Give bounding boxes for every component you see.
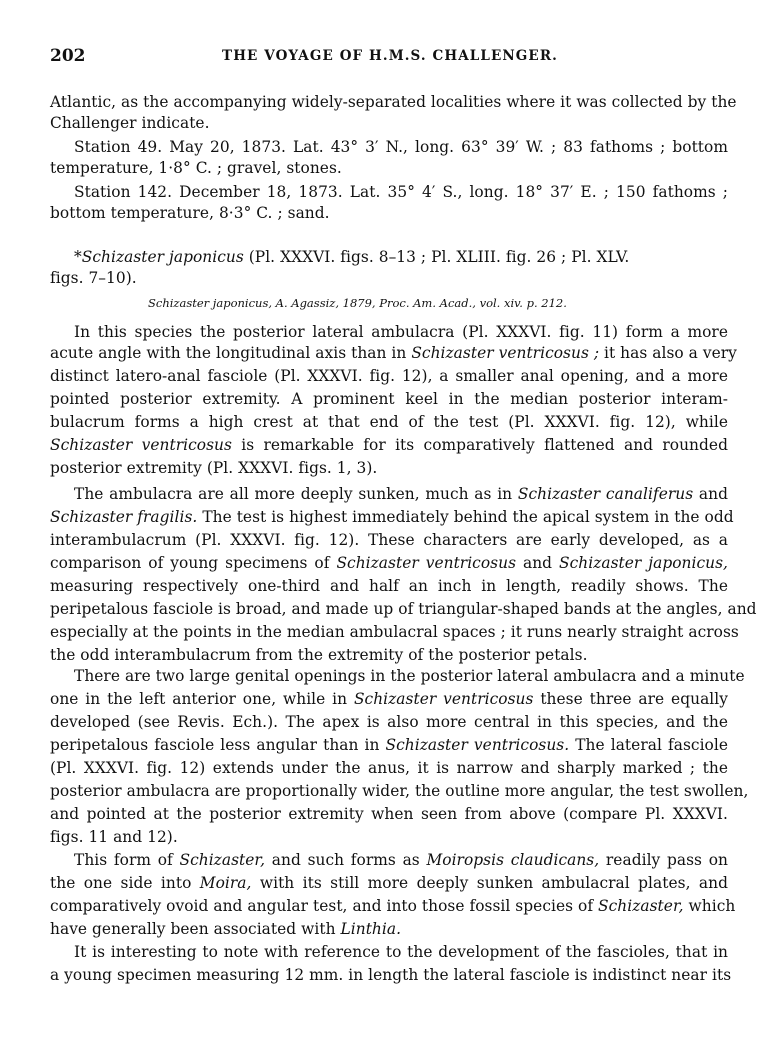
station-record: bottom temperature, 8·3° C. ; sand. (50, 204, 330, 222)
running-title: THE VOYAGE OF H.M.S. CHALLENGER. (222, 48, 558, 64)
text-line: measuring respectively one-third and half an inch in length, readily shows. The (50, 577, 728, 595)
text-line: pointed posterior extremity. A prominent keel in the median posterior interam- (50, 390, 728, 408)
station-record: Station 142. December 18, 1873. Lat. 35° 4′ S., long. 18° 37′ E. ; 150 fathoms ; (74, 183, 728, 201)
synonymy-citation: Schizaster japonicus, A. Agassiz, 1879, Proc. Am. Acad., vol. xiv. p. 212. (148, 296, 567, 310)
page-number: 202 (50, 46, 86, 66)
text-line: and pointed at the posterior extremity when seen from above (compare Pl. XXXVI. (50, 805, 728, 823)
species-heading-continued: figs. 7–10). (50, 269, 137, 287)
page-header (50, 46, 730, 70)
text-line: distinct latero-anal fasciole (Pl. XXXVI. fig. 12), a smaller anal opening, and a more (50, 367, 728, 385)
text-line: posterior extremity (Pl. XXXVI. figs. 1, 3). (50, 459, 378, 477)
text-line: peripetalous fasciole is broad, and made up of triangular-shaped bands at the angles, and (50, 600, 757, 618)
text-line: interambulacrum (Pl. XXXVI. fig. 12). These characters are early developed, as a (50, 531, 728, 549)
text-line: Atlantic, as the accompanying widely-separated localities where it was collected by the (50, 93, 737, 111)
text-line: figs. 11 and 12). (50, 828, 178, 846)
text-line: Challenger indicate. (50, 114, 210, 132)
text-line: developed (see Revis. Ech.). The apex is also more central in this species, and the (50, 713, 728, 731)
text-line: the odd interambulacrum from the extremity of the posterior petals. (50, 646, 588, 664)
text-line: a young specimen measuring 12 mm. in length the lateral fasciole is indistinct near its (50, 966, 732, 984)
station-record: temperature, 1·8° C. ; gravel, stones. (50, 159, 342, 177)
text-line: Schizaster fragilis. The test is highest immediately behind the apical system in the odd (50, 508, 734, 526)
text-line: acute angle with the longitudinal axis than in Schizaster ventricosus ; it has also a very (50, 344, 737, 362)
text-line: (Pl. XXXVI. fig. 12) extends under the anus, it is narrow and sharply marked ; the (50, 759, 728, 777)
text-line: It is interesting to note with reference to the development of the fascioles, that in (74, 943, 728, 961)
text-line: This form of Schizaster, and such forms as Moiropsis claudicans, readily pass on (74, 851, 728, 869)
species-heading (74, 247, 629, 267)
text-line: The ambulacra are all more deeply sunken, much as in Schizaster canaliferus and (74, 485, 728, 503)
text-line: posterior ambulacra are proportionally wider, the outline more angular, the test swollen, (50, 782, 749, 800)
text-line: especially at the points in the median ambulacral spaces ; it runs nearly straight across (50, 623, 739, 641)
text-line: In this species the posterior lateral ambulacra (Pl. XXXVI. fig. 11) form a more (74, 323, 728, 341)
text-line: peripetalous fasciole less angular than in Schizaster ventricosus. The lateral fasciole (50, 736, 729, 754)
species-name: *Schizaster japonicus (74, 248, 244, 266)
text-line: the one side into Moira, with its still more deeply sunken ambulacral plates, and (50, 874, 728, 892)
text-line: bulacrum forms a high crest at that end of the test (Pl. XXXVI. fig. 12), while (50, 413, 728, 431)
plate-references: (Pl. XXXVI. figs. 8–13 ; Pl. XLIII. fig. 26 ; Pl. XLV. (243, 248, 630, 266)
text-line: There are two large genital openings in the posterior lateral ambulacra and a minute (74, 667, 745, 685)
text-line: Schizaster ventricosus is remarkable for its comparatively flattened and rounded (50, 436, 728, 454)
text-line: comparatively ovoid and angular test, and into those fossil species of Schizaster, which (50, 897, 736, 915)
text-line: comparison of young specimens of Schizaster ventricosus and Schizaster japonicus, (50, 554, 728, 572)
text-line: have generally been associated with Linthia. (50, 920, 402, 938)
text-line: one in the left anterior one, while in Schizaster ventricosus these three are equally (50, 690, 728, 708)
station-record: Station 49. May 20, 1873. Lat. 43° 3′ N., long. 63° 39′ W. ; 83 fathoms ; bottom (74, 138, 728, 156)
